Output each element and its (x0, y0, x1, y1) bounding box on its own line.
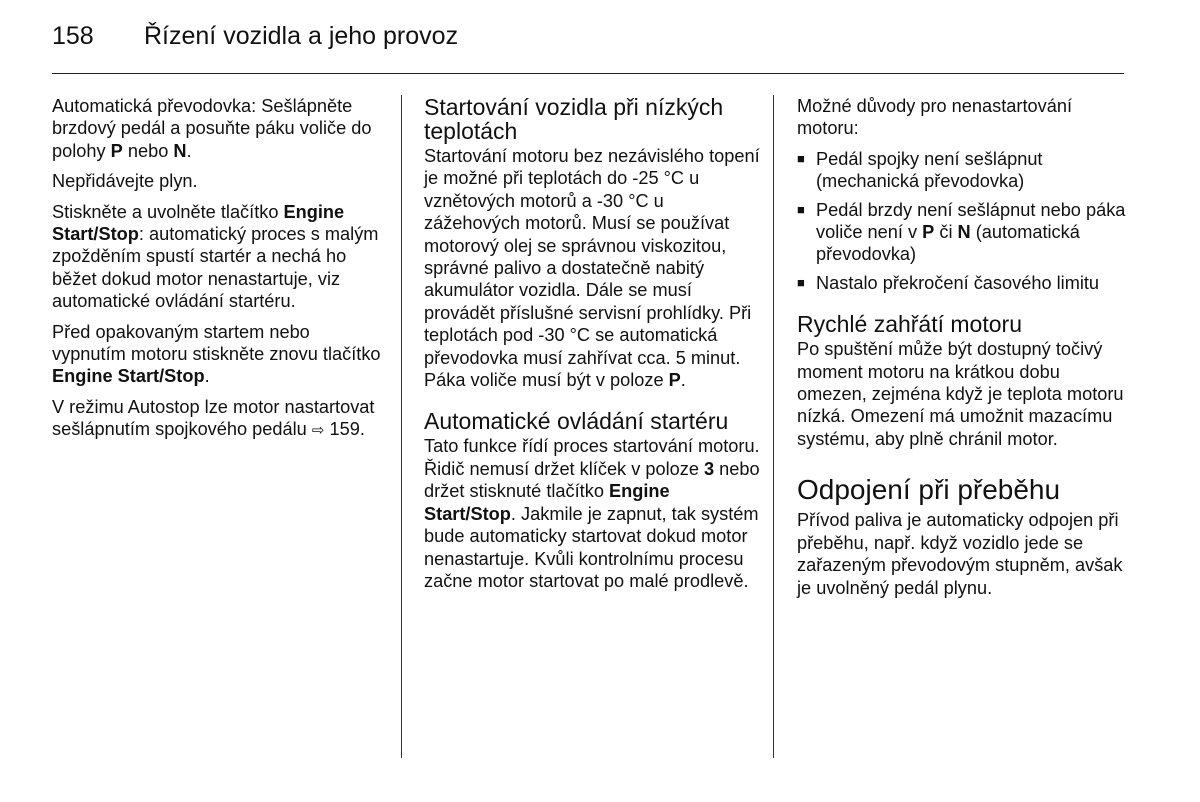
list-item: ■ Pedál brzdy není sešlápnut nebo páka voliče není v P či N (automatická převodovka) (797, 199, 1126, 265)
heading-cold-start: Startování vozidla při nízkých teplotách (424, 94, 724, 144)
bullet-icon: ■ (797, 150, 805, 166)
page-number: 158 (52, 22, 94, 50)
list-item: ■ Nastalo překročení časového limitu (797, 272, 1100, 293)
column-divider-1 (401, 95, 402, 758)
paragraph-reasons-intro: Možné důvody pro nenastartování motoru: (797, 96, 1073, 139)
paragraph-overrun-cutoff: Přívod paliva je automaticky odpojen při přeběhu, např. když vozidlo jede se zařazeným převodovým stupněm, avšak je uvolněný pedál plynu. (797, 510, 1123, 598)
paragraph-transmission: Automatická převodovka: Sešlápněte brzdový pedál a posuňte páku voliče do polohy P nebo N. (52, 96, 372, 161)
list-item: ■ Pedál spojky není sešlápnut (mechanická převodovka) (797, 148, 1043, 192)
column-divider-2 (773, 95, 774, 758)
heading-quick-warmup: Rychlé zahřátí motoru (797, 311, 1022, 338)
column-3 (797, 95, 1132, 607)
paragraph-cold-start: Startování motoru bez nezávislého topení je možné při teplotách do -25 °C u vznětových motorů a -30 °C u zážehových motorů. Musí se používat motorový olej se správnou viskozitou, správné palivo a dostatečně nabitý akumulátor vozidla. Dále se musí provádět příslušné servisní prohlídky. Při teplotách pod -30 °C se automatická převodovka musí zahřívat cca. 5 minut. Páka voliče musí být v poloze P. (424, 146, 760, 391)
heading-overrun-cutoff: Odpojení při přeběhu (797, 474, 1061, 506)
paragraph-auto-starter: Tato funkce řídí proces startování motoru. Řidič nemusí držet klíček v poloze 3 nebo držet stisknuté tlačítko Engine Start/Stop. Jakmile je zapnut, tak systém bude automaticky startovat dokud motor nenastartuje. Kvůli kontrolnímu procesu začne motor startovat po malé prodlevě. (424, 436, 760, 591)
paragraph-press-button: Stiskněte a uvolněte tlačítko Engine Start/Stop: automatický proces s malým zpožděním spustí startér a nechá ho běžet dokud motor nenastartuje, viz automatické ovládání startéru. (52, 201, 379, 312)
chapter-title: Řízení vozidla a jeho provoz (144, 22, 459, 50)
heading-auto-starter: Automatické ovládání startéru (424, 408, 729, 435)
paragraph-quick-warmup: Po spuštění může být dostupný točivý moment motoru na krátkou dobu omezen, zejména když je teplota motoru nízká. Omezení má umožnit mazacímu systému, aby plně chránil motor. (797, 339, 1124, 449)
paragraph-autostop: V režimu Autostop lze motor nastartovat sešlápnutím spojkového pedálu ⇨ 159. (52, 396, 382, 443)
page-header (52, 22, 458, 62)
page-reference-arrow-icon: ⇨ (311, 422, 325, 440)
column-2 (424, 95, 764, 600)
header-rule (52, 73, 1124, 74)
page-reference: 159. (324, 419, 365, 440)
column-1 (52, 95, 382, 451)
paragraph-restart: Před opakovaným startem nebo vypnutím motoru stiskněte znovu tlačítko Engine Start/Stop. (52, 321, 381, 387)
bullet-icon: ■ (797, 201, 805, 217)
reasons-list (797, 148, 1132, 294)
paragraph-no-throttle: Nepřidávejte plyn. (52, 171, 198, 192)
bullet-icon: ■ (797, 274, 805, 290)
